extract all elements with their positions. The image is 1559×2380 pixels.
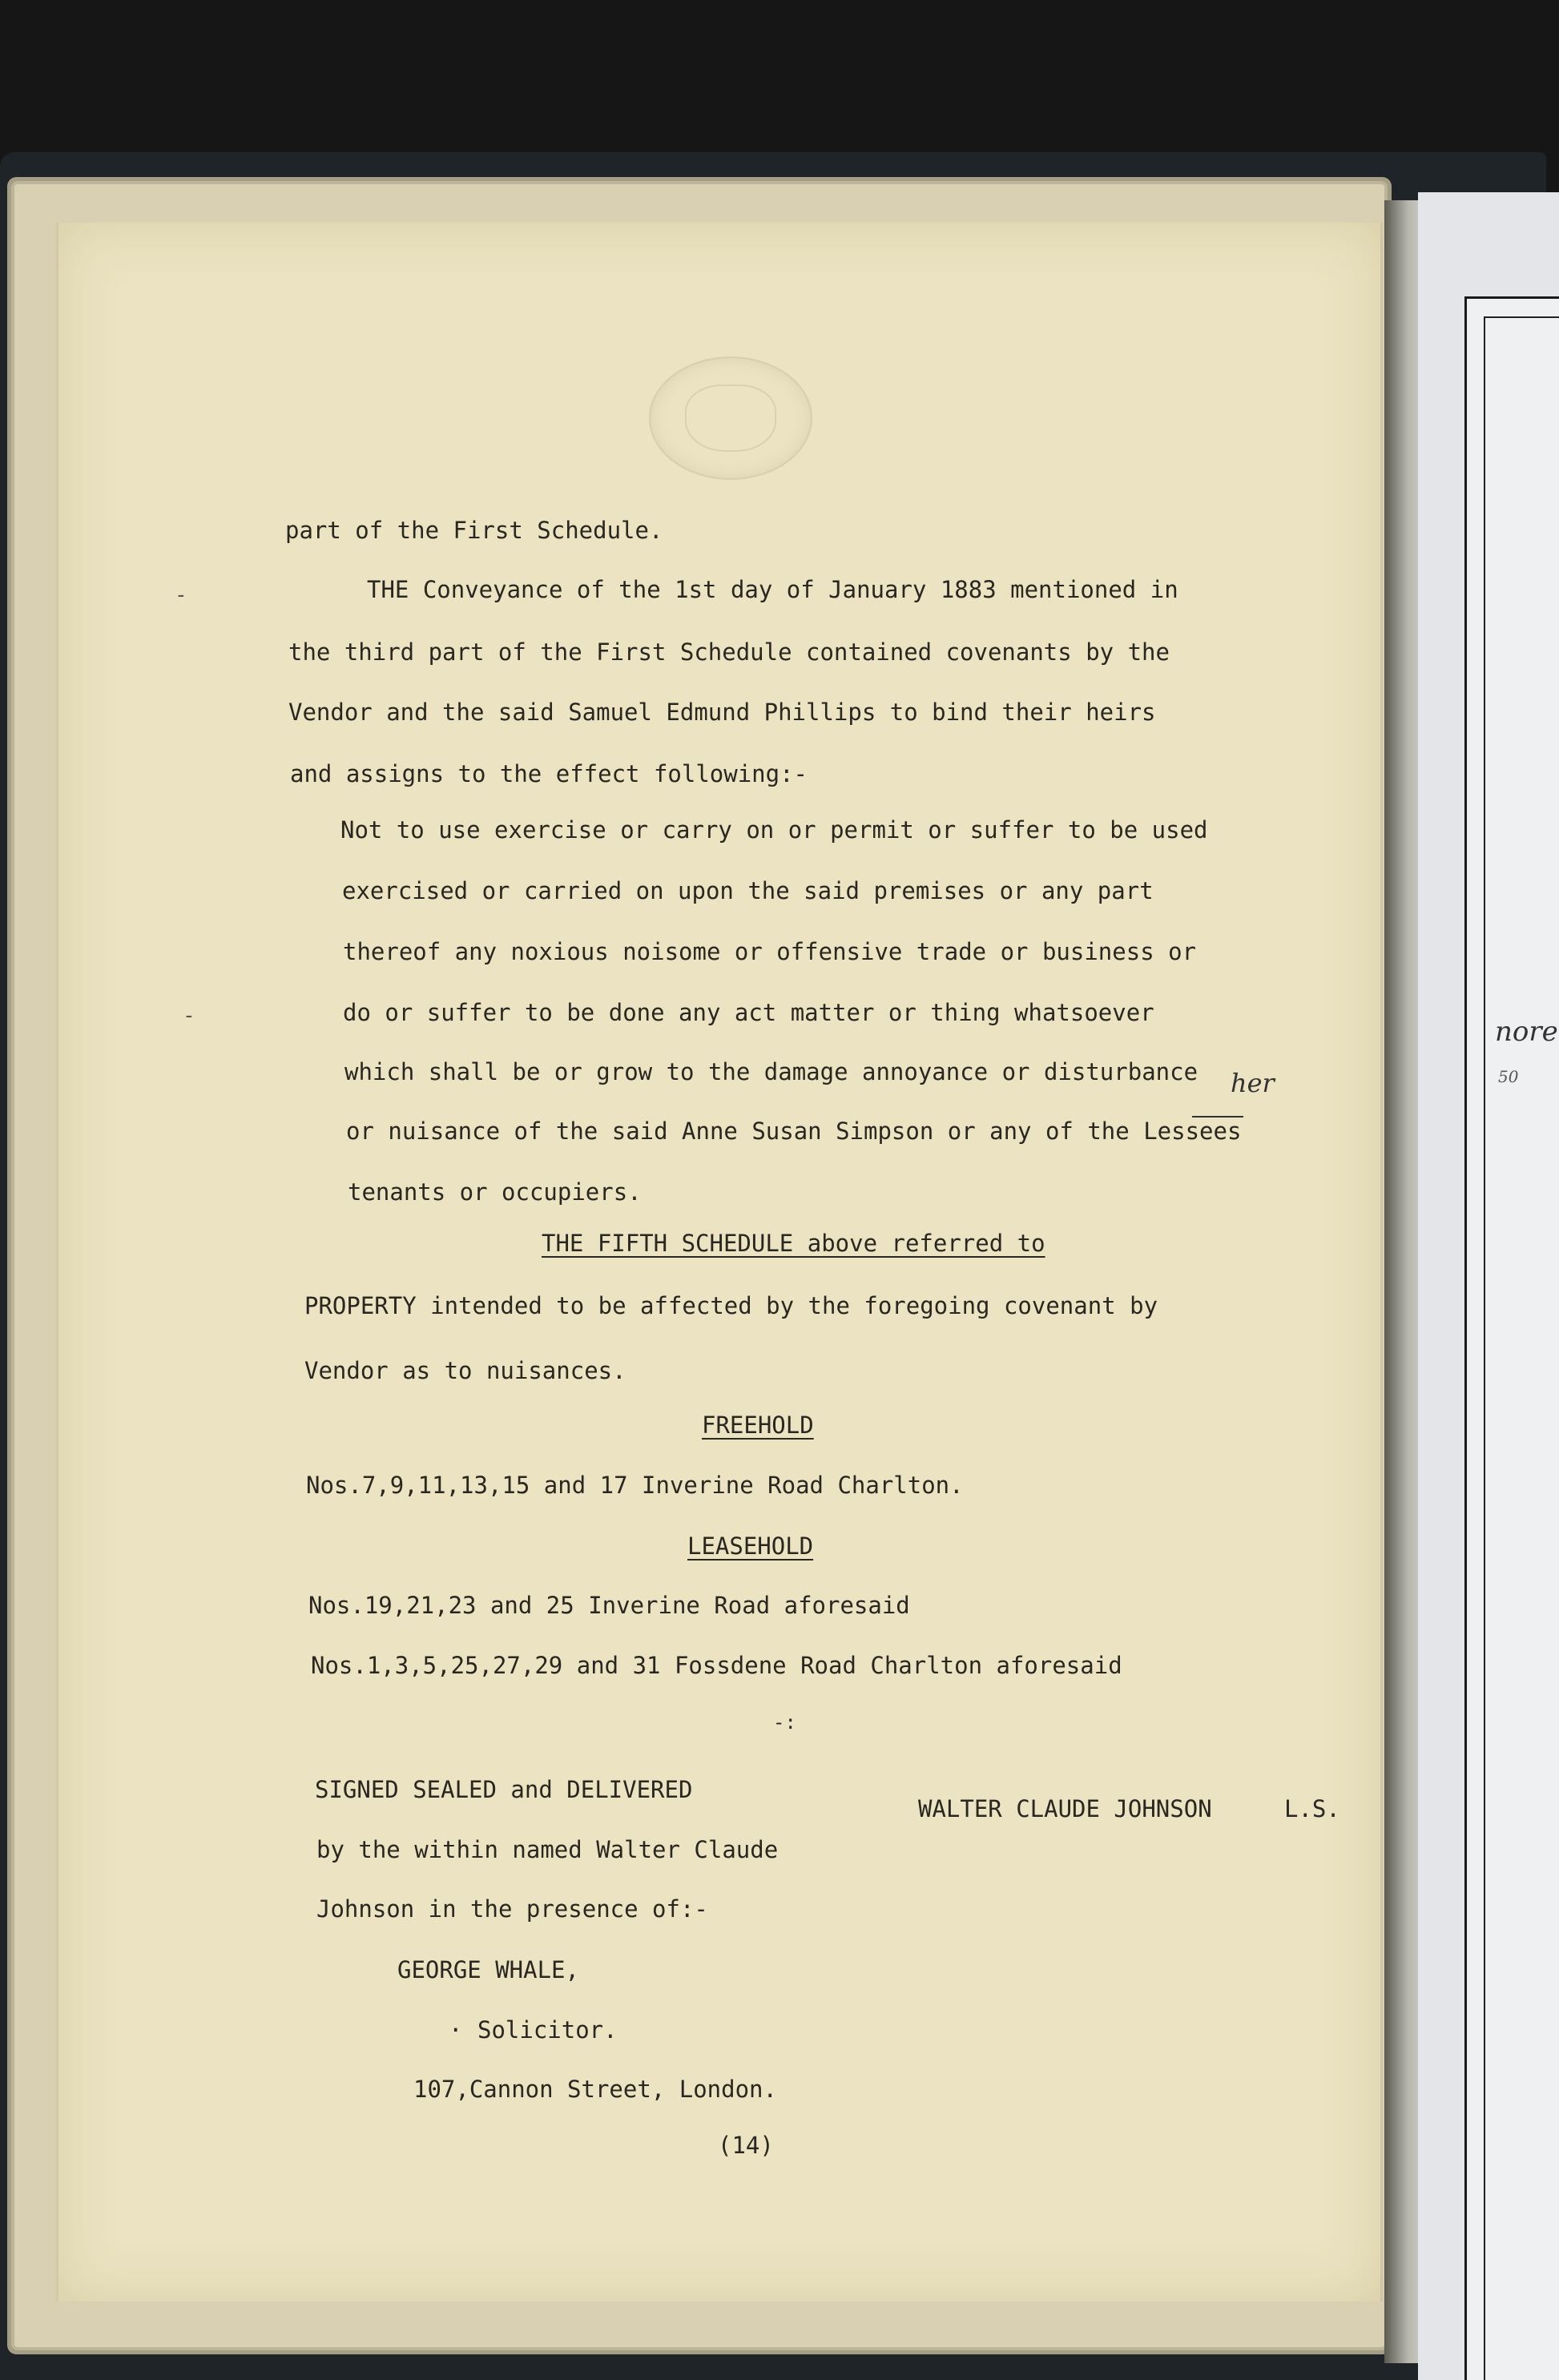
witness-title: Solicitor.	[477, 2016, 618, 2044]
handwritten-strikethrough	[1192, 1116, 1243, 1118]
attestation-line: SIGNED SEALED and DELIVERED	[315, 1776, 693, 1803]
covenant-line: or nuisance of the said Anne Susan Simpson or any of the Lessees	[346, 1118, 1242, 1145]
leasehold-line: Nos.1,3,5,25,27,29 and 31 Fossdene Road Charlton aforesaid	[311, 1652, 1122, 1679]
text-line: THE Conveyance of the 1st day of January 1883 mentioned in	[367, 576, 1178, 603]
covenant-line: tenants or occupiers.	[348, 1178, 642, 1206]
text-line: the third part of the First Schedule contained covenants by the	[288, 638, 1170, 666]
leasehold-heading: LEASEHOLD	[687, 1532, 814, 1560]
covenant-line: exercised or carried on upon the said premises or any part	[342, 877, 1154, 904]
witness-address: 107,Cannon Street, London.	[413, 2076, 777, 2103]
freehold-line: Nos.7,9,11,13,15 and 17 Inverine Road Charlton.	[306, 1472, 964, 1499]
text-line-schedule-ref: part of the First Schedule.	[285, 517, 663, 544]
ls-seal-mark: L.S.	[1284, 1795, 1340, 1822]
margin-dash-mark: -	[183, 1004, 195, 1028]
handwritten-insertion: her	[1231, 1068, 1275, 1098]
covenant-line: which shall be or grow to the damage annoyance or disturbance	[344, 1058, 1198, 1085]
covenant-line: do or suffer to be done any act matter or thing whatsoever	[343, 999, 1154, 1026]
embossed-seal-crest	[685, 385, 776, 452]
witness-marker: ·	[449, 2016, 463, 2044]
witness-name: GEORGE WHALE,	[397, 1956, 579, 1983]
text-line: and assigns to the effect following:-	[290, 760, 808, 787]
right-page-text-fragment: nore	[1495, 1016, 1558, 1048]
fifth-schedule-heading: THE FIFTH SCHEDULE above referred to	[542, 1230, 1045, 1257]
covenant-line: thereof any noxious noisome or offensive trade or business or	[343, 938, 1197, 965]
margin-dash-mark: -	[175, 583, 187, 607]
covenant-line: Not to use exercise or carry on or permit or suffer to be used	[340, 816, 1208, 844]
freehold-heading: FREEHOLD	[702, 1411, 814, 1439]
right-page-map-inner-frame	[1484, 316, 1559, 2380]
page-number: (14)	[718, 2132, 774, 2159]
property-line: Vendor as to nuisances.	[304, 1357, 626, 1384]
property-line: PROPERTY intended to be affected by the foregoing covenant by	[304, 1292, 1158, 1319]
leasehold-line: Nos.19,21,23 and 25 Inverine Road aforesaid	[308, 1592, 910, 1619]
attestation-line: by the within named Walter Claude	[316, 1836, 779, 1863]
signatory-name: WALTER CLAUDE JOHNSON	[918, 1795, 1212, 1822]
text-line: Vendor and the said Samuel Edmund Phillips to bind their heirs	[288, 699, 1156, 726]
document-page	[56, 223, 1383, 2301]
attestation-line: Johnson in the presence of:-	[316, 1895, 708, 1923]
right-page-small-fragment: 50	[1498, 1067, 1519, 1086]
section-separator: -:	[773, 1711, 796, 1734]
